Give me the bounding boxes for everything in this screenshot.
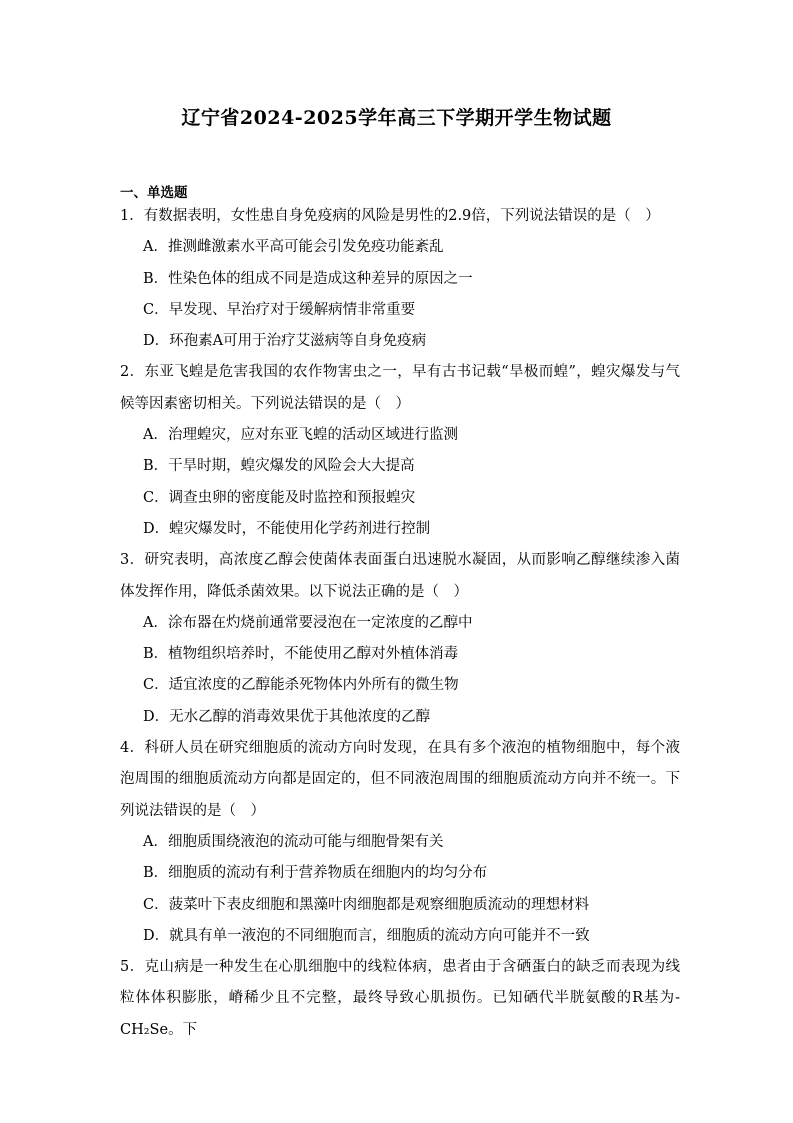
option-d: D．环孢素A可用于治疗艾滋病等自身免疫病 xyxy=(143,333,427,350)
option-b: B．细胞质的流动有利于营养物质在细胞内的均匀分布 xyxy=(143,865,488,882)
page-title: 辽宁省2024-2025学年高三下学期开学生物试题 xyxy=(181,107,612,129)
option-c: C．调查虫卵的密度能及时监控和预报蝗灾 xyxy=(143,489,416,506)
question-4 xyxy=(120,733,680,952)
question-5 xyxy=(120,952,680,1046)
question-3 xyxy=(120,545,680,733)
section-heading: 一、单选题 xyxy=(120,185,188,201)
option-b: B．性染色体的组成不同是造成这种差异的原因之一 xyxy=(143,270,473,287)
option-a: A．细胞质围绕液泡的流动可能与细胞骨架有关 xyxy=(143,833,444,850)
question-2 xyxy=(120,357,680,545)
option-a: A．涂布器在灼烧前通常要浸泡在一定浓度的乙醇中 xyxy=(143,614,473,631)
option-d: D．就具有单一液泡的不同细胞而言，细胞质的流动方向可能并不一致 xyxy=(143,927,590,944)
option-d: D．蝗灾爆发时，不能使用化学药剂进行控制 xyxy=(143,520,431,537)
option-c: C．早发现、早治疗对于缓解病情非常重要 xyxy=(143,301,416,318)
option-b: B．干旱时期，蝗灾爆发的风险会大大提高 xyxy=(143,458,415,475)
question-stem: 1．有数据表明，女性患自身免疫病的风险是男性的2.9倍，下列说法错误的是（ ） xyxy=(120,208,660,224)
question-stem: 5．克山病是一种发生在心肌细胞中的线粒体病，患者由于含硒蛋白的缺乏而表现为线粒体体积膨胀，嵴稀少且不完整，最终导致心肌损伤。已知硒代半胱氨酸的R基为-CH₂Se。下 xyxy=(120,959,680,1038)
question-list xyxy=(120,201,680,1046)
question-stem: 4．科研人员在研究细胞质的流动方向时发现，在具有多个液泡的植物细胞中，每个液泡周围的细胞质流动方向都是固定的，但不同液泡周围的细胞质流动方向并不统一。下列说法错误的是（ ） xyxy=(120,740,680,819)
question-stem: 3．研究表明，高浓度乙醇会使菌体表面蛋白迅速脱水凝固，从而影响乙醇继续渗入菌体发挥作用，降低杀菌效果。以下说法正确的是（ ） xyxy=(120,552,680,600)
option-b: B．植物组织培养时，不能使用乙醇对外植体消毒 xyxy=(143,646,459,663)
option-c: C．适宜浓度的乙醇能杀死物体内外所有的微生物 xyxy=(143,677,459,694)
question-stem: 2．东亚飞蝗是危害我国的农作物害虫之一，早有古书记载“旱极而蝗”，蝗灾爆发与气候等因素密切相关。下列说法错误的是（ ） xyxy=(120,364,680,412)
option-a: A．治理蝗灾，应对东亚飞蝗的活动区域进行监测 xyxy=(143,427,458,444)
option-a: A．推测雌激素水平高可能会引发免疫功能紊乱 xyxy=(143,239,444,256)
option-d: D．无水乙醇的消毒效果优于其他浓度的乙醇 xyxy=(143,708,431,725)
question-1 xyxy=(120,201,680,357)
option-c: C．菠菜叶下表皮细胞和黑藻叶肉细胞都是观察细胞质流动的理想材料 xyxy=(143,896,590,913)
